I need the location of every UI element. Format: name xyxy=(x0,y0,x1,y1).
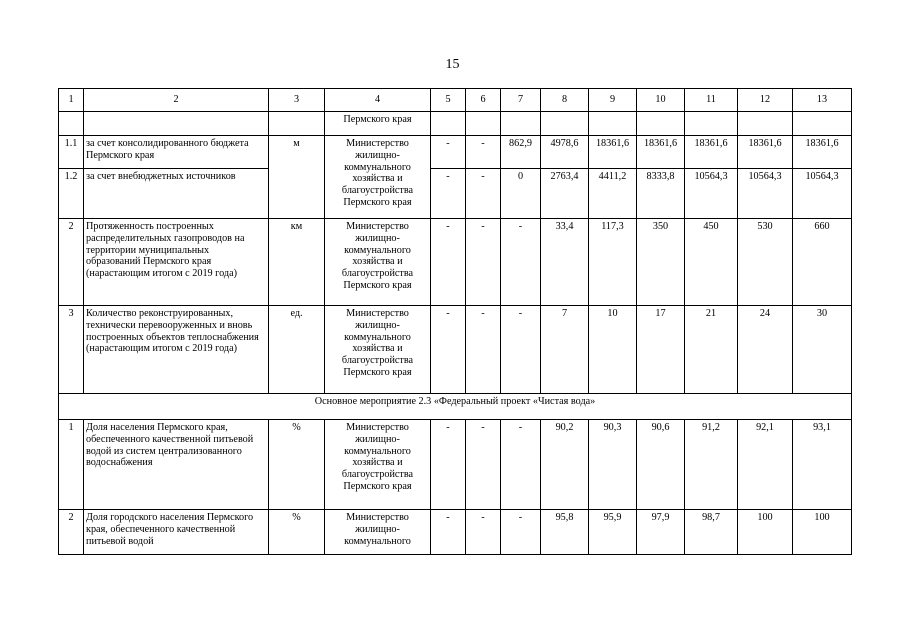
indicator-name: Доля населения Пермского края, обеспеченного качественной питьевой водой из систем централизованного водоснабжения xyxy=(84,420,269,510)
value-cell: 18361,6 xyxy=(738,136,793,169)
header-cell: 2 xyxy=(84,89,269,112)
value-cell: - xyxy=(501,420,541,510)
header-cell: 1 xyxy=(59,89,84,112)
value-cell: 530 xyxy=(738,219,793,306)
indicator-name: Количество реконструированных, технически перевооруженных и вновь построенных объектов теплоснабжения (нарастающим итогом с 2019 года) xyxy=(84,306,269,394)
value-cell: 24 xyxy=(738,306,793,394)
value-cell: - xyxy=(466,136,501,169)
header-cell: 11 xyxy=(685,89,738,112)
value-cell: 18361,6 xyxy=(793,136,852,169)
value-cell: 30 xyxy=(793,306,852,394)
row-number: 2 xyxy=(59,510,84,555)
value-cell: - xyxy=(466,420,501,510)
value-cell: - xyxy=(431,420,466,510)
value-cell: - xyxy=(431,510,466,555)
value-cell: 10 xyxy=(589,306,637,394)
row-number: 2 xyxy=(59,219,84,306)
value-cell: 10564,3 xyxy=(738,169,793,219)
unit-cell: ед. xyxy=(269,306,325,394)
value-cell: 100 xyxy=(738,510,793,555)
value-cell: 2763,4 xyxy=(541,169,589,219)
value-cell: - xyxy=(501,510,541,555)
value-cell: 90,2 xyxy=(541,420,589,510)
value-cell: 117,3 xyxy=(589,219,637,306)
unit-cell: м xyxy=(269,136,325,219)
table-row xyxy=(59,219,852,306)
value-cell: 862,9 xyxy=(501,136,541,169)
value-cell: 10564,3 xyxy=(793,169,852,219)
unit-cell: % xyxy=(269,420,325,510)
value-cell: 17 xyxy=(637,306,685,394)
header-cell: 7 xyxy=(501,89,541,112)
value-cell: - xyxy=(501,219,541,306)
value-cell: 660 xyxy=(793,219,852,306)
section-title: Основное мероприятие 2.3 «Федеральный проект «Чистая вода» xyxy=(59,394,852,420)
indicator-name: за счет внебюджетных источников xyxy=(84,169,269,219)
value-cell: 18361,6 xyxy=(637,136,685,169)
org-cell: Министерство жилищно-коммунального хозяйства и благоустройства Пермского края xyxy=(325,136,431,219)
header-cell: 10 xyxy=(637,89,685,112)
row-number: 1.1 xyxy=(59,136,84,169)
row-number: 1.2 xyxy=(59,169,84,219)
value-cell: 98,7 xyxy=(685,510,738,555)
value-cell: 33,4 xyxy=(541,219,589,306)
value-cell: 95,9 xyxy=(589,510,637,555)
value-cell: 7 xyxy=(541,306,589,394)
indicator-name: Протяженность построенных распределительных газопроводов на территории муниципальных образований Пермского края (нарастающим итогом с 2019 года) xyxy=(84,219,269,306)
value-cell: 0 xyxy=(501,169,541,219)
header-cell: 12 xyxy=(738,89,793,112)
header-cell: 13 xyxy=(793,89,852,112)
value-cell: 10564,3 xyxy=(685,169,738,219)
header-cell: 4 xyxy=(325,89,431,112)
value-cell: 100 xyxy=(793,510,852,555)
value-cell: 93,1 xyxy=(793,420,852,510)
table-row xyxy=(59,510,852,555)
table-row xyxy=(59,306,852,394)
table-row xyxy=(59,420,852,510)
org-cell: Министерство жилищно-коммунального xyxy=(325,510,431,555)
header-row xyxy=(59,89,852,112)
indicator-name: за счет консолидированного бюджета Пермского края xyxy=(84,136,269,169)
value-cell: 90,3 xyxy=(589,420,637,510)
value-cell: - xyxy=(431,219,466,306)
org-cell: Министерство жилищно-коммунального хозяйства и благоустройства Пермского края xyxy=(325,420,431,510)
value-cell: 18361,6 xyxy=(685,136,738,169)
value-cell: 97,9 xyxy=(637,510,685,555)
value-cell: 4978,6 xyxy=(541,136,589,169)
header-cell: 5 xyxy=(431,89,466,112)
indicator-name: Доля городского населения Пермского края, обеспеченного качественной питьевой водой xyxy=(84,510,269,555)
value-cell: - xyxy=(466,510,501,555)
value-cell: - xyxy=(466,306,501,394)
table-row xyxy=(59,169,852,219)
unit-cell: км xyxy=(269,219,325,306)
value-cell: 350 xyxy=(637,219,685,306)
header-cell: 9 xyxy=(589,89,637,112)
org-cell: Министерство жилищно-коммунального хозяйства и благоустройства Пермского края xyxy=(325,219,431,306)
row-number: 3 xyxy=(59,306,84,394)
header-cell: 6 xyxy=(466,89,501,112)
org-cell: Министерство жилищно-коммунального хозяйства и благоустройства Пермского края xyxy=(325,306,431,394)
table-row xyxy=(59,112,852,136)
value-cell: - xyxy=(466,219,501,306)
value-cell: - xyxy=(501,306,541,394)
value-cell: 8333,8 xyxy=(637,169,685,219)
value-cell: 91,2 xyxy=(685,420,738,510)
indicators-table xyxy=(58,88,852,555)
value-cell: 21 xyxy=(685,306,738,394)
value-cell: 18361,6 xyxy=(589,136,637,169)
header-cell: 3 xyxy=(269,89,325,112)
unit-cell: % xyxy=(269,510,325,555)
value-cell: 4411,2 xyxy=(589,169,637,219)
page-number: 15 xyxy=(445,57,460,72)
value-cell: - xyxy=(431,306,466,394)
value-cell: 92,1 xyxy=(738,420,793,510)
value-cell: - xyxy=(431,169,466,219)
value-cell: 90,6 xyxy=(637,420,685,510)
org-cell: Пермского края xyxy=(325,112,431,136)
table-row xyxy=(59,136,852,169)
value-cell: - xyxy=(431,136,466,169)
value-cell: 95,8 xyxy=(541,510,589,555)
value-cell: 450 xyxy=(685,219,738,306)
header-cell: 8 xyxy=(541,89,589,112)
section-row xyxy=(59,394,852,420)
value-cell: - xyxy=(466,169,501,219)
row-number: 1 xyxy=(59,420,84,510)
